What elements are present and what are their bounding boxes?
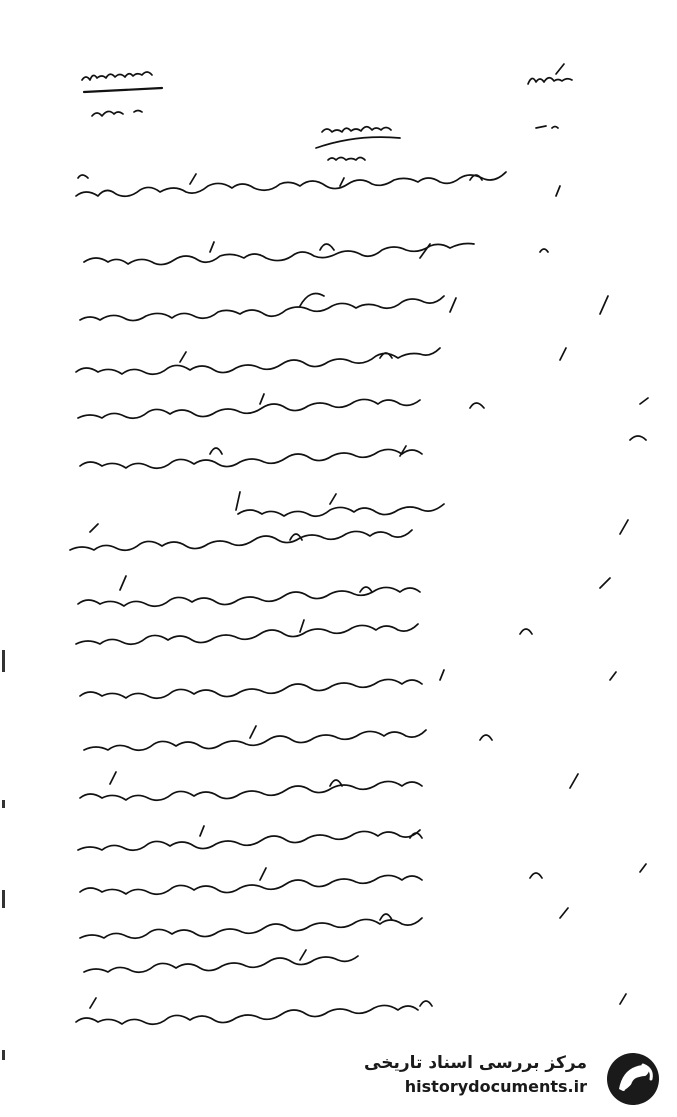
scan-edge-mark — [2, 1050, 5, 1060]
watermark — [364, 1051, 667, 1109]
watermark-title: مرکز بررسی اسناد تاریخی — [364, 1053, 587, 1073]
header-center-number — [316, 127, 400, 160]
watermark-text — [364, 1053, 587, 1096]
scan-edge-mark — [2, 890, 5, 908]
header-reference-number — [82, 72, 162, 116]
watermark-url: historydocuments.ir — [404, 1077, 587, 1096]
scroll-logo-icon — [605, 1051, 661, 1107]
scan-edge-mark — [2, 800, 5, 808]
scan-edge-mark — [2, 650, 5, 672]
header-right-mark — [528, 64, 572, 128]
